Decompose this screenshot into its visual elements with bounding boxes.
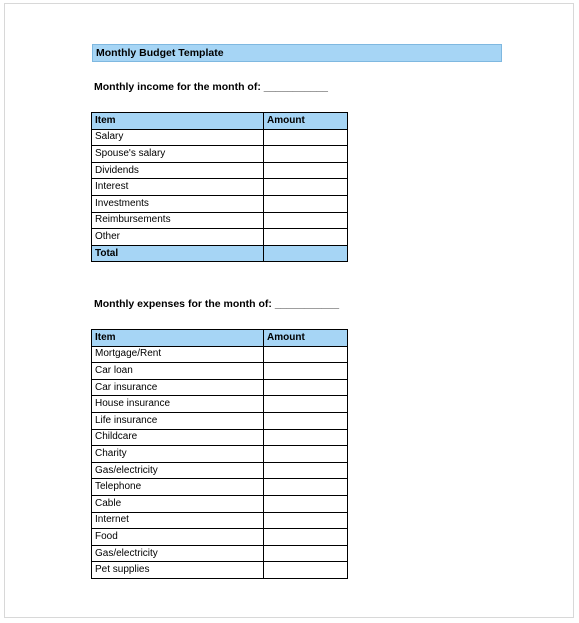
table-row (92, 495, 348, 512)
amount-cell[interactable] (264, 545, 348, 562)
item-cell: Salary (92, 129, 264, 146)
income-amount-header: Amount (264, 113, 348, 130)
item-cell: Reimbursements (92, 212, 264, 229)
expenses-header-row (92, 330, 348, 347)
amount-cell[interactable] (264, 512, 348, 529)
amount-cell[interactable] (264, 229, 348, 246)
table-row (92, 162, 348, 179)
amount-cell[interactable] (264, 212, 348, 229)
amount-cell[interactable] (264, 129, 348, 146)
item-cell: Cable (92, 495, 264, 512)
item-cell: Interest (92, 179, 264, 196)
table-row (92, 195, 348, 212)
amount-cell[interactable] (264, 479, 348, 496)
item-cell: House insurance (92, 396, 264, 413)
table-row (92, 429, 348, 446)
amount-cell[interactable] (264, 562, 348, 579)
table-row (92, 229, 348, 246)
amount-cell[interactable] (264, 462, 348, 479)
table-row (92, 562, 348, 579)
item-cell: Charity (92, 446, 264, 463)
amount-cell[interactable] (264, 363, 348, 380)
item-cell: Spouse's salary (92, 146, 264, 163)
table-row (92, 396, 348, 413)
item-cell: Car insurance (92, 379, 264, 396)
item-cell: Other (92, 229, 264, 246)
expenses-amount-header: Amount (264, 330, 348, 347)
item-cell: Car loan (92, 363, 264, 380)
amount-cell[interactable] (264, 429, 348, 446)
item-cell: Gas/electricity (92, 462, 264, 479)
item-cell: Gas/electricity (92, 545, 264, 562)
income-item-header: Item (92, 113, 264, 130)
total-row (92, 245, 348, 262)
table-row (92, 146, 348, 163)
item-cell: Dividends (92, 162, 264, 179)
total-label: Total (92, 245, 264, 262)
page-title: Monthly Budget Template (92, 44, 502, 62)
amount-cell[interactable] (264, 396, 348, 413)
expenses-item-header: Item (92, 330, 264, 347)
table-row (92, 363, 348, 380)
amount-cell[interactable] (264, 529, 348, 546)
item-cell: Childcare (92, 429, 264, 446)
amount-cell[interactable] (264, 195, 348, 212)
income-table (91, 112, 348, 262)
table-row (92, 529, 348, 546)
table-row (92, 379, 348, 396)
amount-cell[interactable] (264, 379, 348, 396)
table-row (92, 212, 348, 229)
item-cell: Mortgage/Rent (92, 346, 264, 363)
table-row (92, 462, 348, 479)
table-row (92, 346, 348, 363)
table-row (92, 129, 348, 146)
expenses-table (91, 329, 348, 579)
table-row (92, 479, 348, 496)
amount-cell[interactable] (264, 495, 348, 512)
item-cell: Life insurance (92, 412, 264, 429)
amount-cell[interactable] (264, 146, 348, 163)
amount-cell[interactable] (264, 346, 348, 363)
table-row (92, 179, 348, 196)
table-row (92, 412, 348, 429)
item-cell: Telephone (92, 479, 264, 496)
income-header-row (92, 113, 348, 130)
expenses-heading: Monthly expenses for the month of: ___________ (94, 298, 340, 310)
table-row (92, 446, 348, 463)
table-row (92, 512, 348, 529)
item-cell: Internet (92, 512, 264, 529)
amount-cell[interactable] (264, 446, 348, 463)
amount-cell[interactable] (264, 179, 348, 196)
item-cell: Pet supplies (92, 562, 264, 579)
table-row (92, 545, 348, 562)
income-heading: Monthly income for the month of: ___________ (94, 81, 328, 93)
item-cell: Food (92, 529, 264, 546)
total-amount-cell[interactable] (264, 245, 348, 262)
amount-cell[interactable] (264, 412, 348, 429)
amount-cell[interactable] (264, 162, 348, 179)
item-cell: Investments (92, 195, 264, 212)
